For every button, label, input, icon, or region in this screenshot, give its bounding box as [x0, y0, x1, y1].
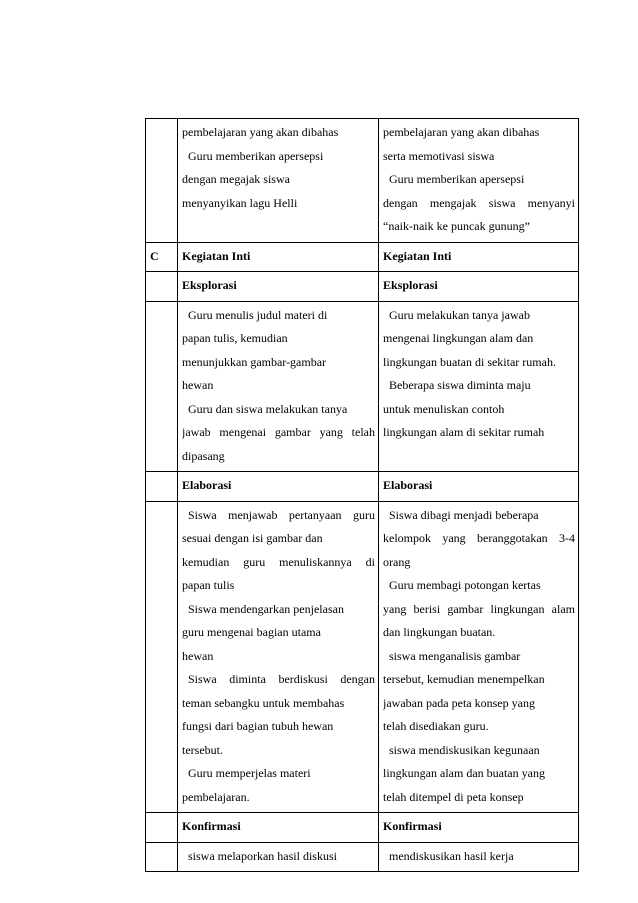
left-column-cell [178, 301, 379, 472]
text-line: lingkungan alam di sekitar rumah [383, 425, 545, 439]
row-label-cell: C [146, 242, 178, 272]
text-line: orang [383, 554, 411, 569]
table-row [146, 272, 579, 302]
text-line: serta memotivasi siswa [383, 148, 495, 163]
row-label-cell [146, 272, 178, 302]
row-label-cell [146, 813, 178, 843]
text-line: menyanyikan lagu Helli [182, 195, 298, 210]
left-section-heading: Kegiatan Inti [178, 242, 379, 272]
text-line: lingkungan buatan di sekitar rumah. [383, 354, 556, 369]
row-label-cell [146, 472, 178, 502]
text-line: Guru dan siswa melakukan tanya [188, 401, 348, 416]
text-line: Siswa menjawab pertanyaan guru [188, 507, 375, 522]
text-line: Guru menulis judul materi di [188, 307, 328, 322]
text-line: dipasang [182, 448, 225, 463]
table-row [146, 842, 579, 872]
right-section-heading: Eksplorasi [379, 272, 579, 302]
text-line: siswa mendiskusikan kegunaan [389, 742, 540, 757]
text-line: siswa menganalisis gambar [389, 648, 521, 663]
lesson-activity-table [145, 118, 579, 872]
left-column-cell [178, 842, 379, 872]
text-line: Siswa mendengarkan penjelasan [188, 601, 344, 616]
table-row [146, 119, 579, 243]
text-line: Guru membagi potongan kertas [389, 578, 541, 592]
text-line: untuk menuliskan contoh [383, 401, 505, 416]
table-row [146, 301, 579, 472]
row-label-cell [146, 501, 178, 813]
left-section-heading: Eksplorasi [178, 272, 379, 302]
text-line: Guru memperjelas materi [188, 766, 311, 780]
text-line: Beberapa siswa diminta maju [389, 378, 531, 392]
text-line: Guru memberikan apersepsi [188, 148, 324, 163]
row-label-cell [146, 119, 178, 243]
text-line: Guru memberikan apersepsi [389, 172, 525, 186]
text-line: Guru melakukan tanya jawab [389, 307, 530, 322]
table-row [146, 501, 579, 813]
right-section-heading: Kegiatan Inti [379, 242, 579, 272]
text-line: papan tulis [182, 578, 235, 592]
right-column-cell [379, 301, 579, 472]
table-row [146, 813, 579, 843]
table-row [146, 242, 579, 272]
left-section-heading: Elaborasi [178, 472, 379, 502]
text-line: dan lingkungan buatan. [383, 625, 496, 639]
text-line: Siswa dibagi menjadi beberapa [389, 507, 539, 522]
right-column-cell [379, 842, 579, 872]
text-line: jawab mengenai gambar yang telah [182, 425, 375, 439]
text-line: mendiskusikan hasil kerja [389, 848, 514, 863]
table-row [146, 472, 579, 502]
text-line: “naik-naik ke puncak gunung” [383, 219, 530, 233]
left-column-cell [178, 501, 379, 813]
text-line: Siswa diminta berdiskusi dengan [188, 672, 375, 686]
text-line: lingkungan alam dan buatan yang [383, 766, 545, 780]
text-line: tersebut. [182, 742, 223, 757]
text-line: telah disediakan guru. [383, 719, 489, 733]
text-line: pembelajaran yang akan dibahas [383, 125, 540, 139]
text-line: guru mengenai bagian utama [182, 625, 321, 639]
right-column-cell [379, 119, 579, 243]
text-line: sesuai dengan isi gambar dan [182, 531, 323, 545]
text-line: dengan mengajak siswa menyanyi [383, 195, 575, 210]
right-column-cell [379, 501, 579, 813]
left-section-heading: Konfirmasi [178, 813, 379, 843]
text-line: jawaban pada peta konsep yang [383, 695, 535, 710]
text-line: hewan [182, 648, 214, 663]
text-line: pembelajaran. [182, 789, 250, 804]
text-line: mengenai lingkungan alam dan [383, 331, 534, 345]
text-line: tersebut, kemudian menempelkan [383, 672, 545, 686]
row-label-cell [146, 301, 178, 472]
right-section-heading: Elaborasi [379, 472, 579, 502]
text-line: telah ditempel di peta konsep [383, 789, 524, 804]
text-line: teman sebangku untuk membahas [182, 695, 345, 710]
text-line: pembelajaran yang akan dibahas [182, 125, 339, 139]
text-line: siswa melaporkan hasil diskusi [188, 848, 337, 863]
text-line: yang berisi gambar lingkungan alam [383, 601, 575, 616]
text-line: fungsi dari bagian tubuh hewan [182, 719, 334, 733]
row-label-cell [146, 842, 178, 872]
text-line: papan tulis, kemudian [182, 331, 288, 345]
left-column-cell [178, 119, 379, 243]
text-line: kelompok yang beranggotakan 3-4 [383, 531, 575, 545]
text-line: menunjukkan gambar-gambar [182, 354, 327, 369]
text-line: dengan megajak siswa [182, 172, 290, 186]
text-line: hewan [182, 378, 214, 392]
right-section-heading: Konfirmasi [379, 813, 579, 843]
text-line: kemudian guru menuliskannya di [182, 554, 375, 569]
